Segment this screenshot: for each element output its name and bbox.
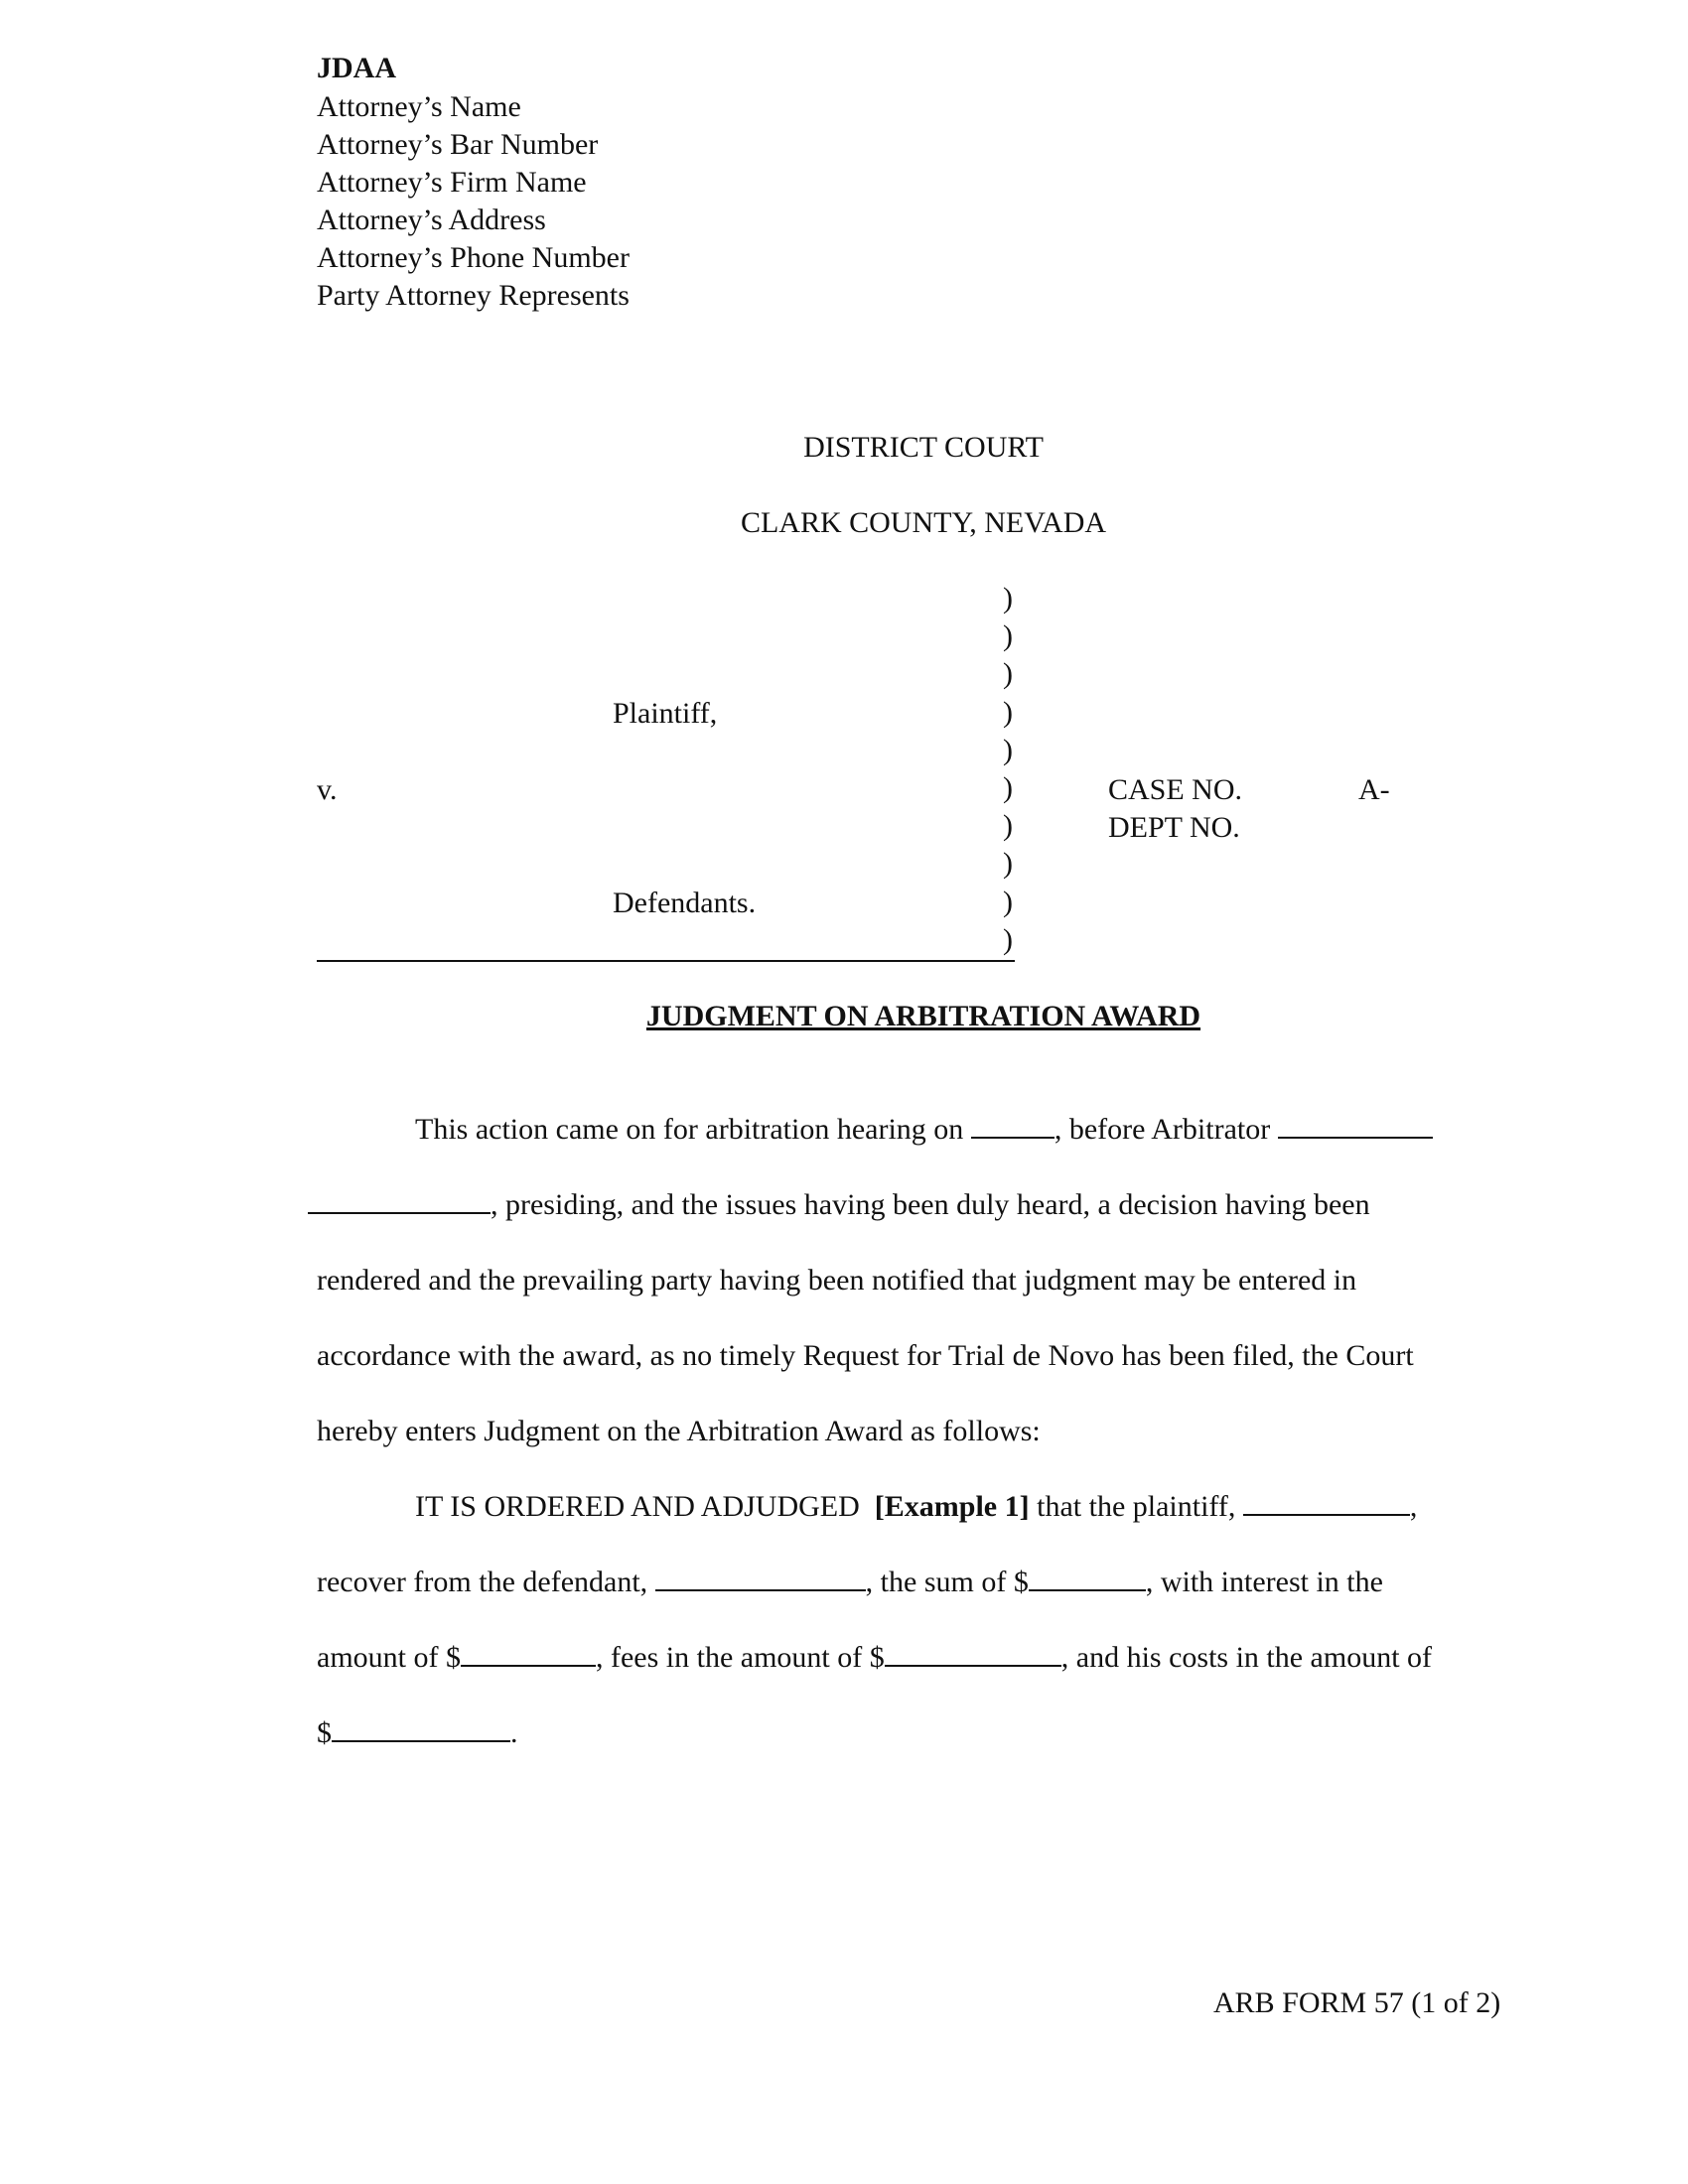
case-no-value: A- — [1358, 773, 1390, 806]
fees-amount-blank[interactable] — [885, 1639, 1061, 1667]
caption-paren-column — [1003, 580, 1013, 959]
court-county: CLARK COUNTY, NEVADA — [740, 506, 1107, 539]
body-text: This action came on for arbitration hearing on — [415, 1113, 964, 1146]
document-title: JUDGMENT ON ARBITRATION AWARD — [645, 1000, 1201, 1032]
attorney-name: Attorney’s Name — [317, 90, 521, 123]
versus: v. — [317, 773, 338, 806]
court-name: DISTRICT COURT — [803, 431, 1044, 464]
caption-paren: ) — [1003, 582, 1013, 614]
form-footer: ARB FORM 57 (1 of 2) — [1213, 1986, 1501, 2019]
body-text: , with interest in the — [1145, 1566, 1383, 1598]
costs-amount-blank[interactable] — [332, 1714, 510, 1742]
arbitrator-name-blank-continued[interactable] — [308, 1186, 491, 1214]
body-text: , presiding, and the issues having been duly heard, a decision having been — [491, 1188, 1370, 1221]
body-text: , before Arbitrator — [1054, 1113, 1271, 1146]
form-code: JDAA — [317, 52, 396, 84]
body-text: , the sum of $ — [865, 1566, 1029, 1598]
example-marker: [Example 1] — [874, 1490, 1030, 1523]
body-line-8 — [317, 1639, 1432, 1677]
body-line-3: rendered and the prevailing party having been notified that judgment may be entered in — [317, 1264, 1357, 1297]
body-text: recover from the defendant, — [317, 1566, 648, 1598]
caption-paren: ) — [1003, 771, 1013, 805]
body-text: , — [1409, 1490, 1418, 1523]
caption-paren: ) — [1003, 809, 1013, 843]
body-text: $ — [317, 1716, 332, 1749]
caption-rule — [317, 960, 1015, 962]
caption-paren: ) — [1003, 922, 1013, 956]
body-line-6 — [415, 1488, 1417, 1526]
party-attorney-represents: Party Attorney Represents — [317, 279, 630, 312]
body-line-1 — [415, 1111, 1433, 1149]
case-no-label: CASE NO. — [1108, 773, 1243, 806]
caption-paren: ) — [1003, 847, 1013, 881]
body-line-7 — [317, 1564, 1383, 1601]
hearing-date-blank[interactable] — [971, 1111, 1055, 1139]
attorney-address: Attorney’s Address — [317, 204, 546, 236]
body-text: , and his costs in the amount of — [1060, 1641, 1433, 1674]
body-text: . — [510, 1716, 518, 1749]
body-line-9 — [317, 1714, 518, 1752]
caption-paren: ) — [1003, 619, 1013, 653]
defendant-label: Defendants. — [613, 887, 757, 919]
body-text: amount of $ — [317, 1641, 461, 1674]
body-line-2 — [308, 1186, 1370, 1224]
caption-paren: ) — [1003, 695, 1013, 729]
caption-paren: ) — [1003, 885, 1013, 918]
attorney-bar-number: Attorney’s Bar Number — [317, 128, 599, 161]
arbitrator-name-blank[interactable] — [1278, 1111, 1433, 1139]
body-text: IT IS ORDERED AND ADJUDGED — [415, 1490, 860, 1523]
body-text: that the plaintiff, — [1037, 1490, 1236, 1523]
plaintiff-label: Plaintiff, — [613, 697, 718, 730]
sum-amount-blank[interactable] — [1029, 1564, 1146, 1591]
attorney-firm-name: Attorney’s Firm Name — [317, 166, 587, 199]
attorney-phone-number: Attorney’s Phone Number — [317, 241, 630, 274]
defendant-name-blank[interactable] — [655, 1564, 866, 1591]
dept-no-label: DEPT NO. — [1108, 811, 1240, 844]
caption-paren: ) — [1003, 657, 1013, 691]
interest-amount-blank[interactable] — [461, 1639, 596, 1667]
plaintiff-name-blank[interactable] — [1243, 1488, 1410, 1516]
body-text: , fees in the amount of $ — [595, 1641, 885, 1674]
body-line-5: hereby enters Judgment on the Arbitration Award as follows: — [317, 1415, 1041, 1447]
caption-paren: ) — [1003, 733, 1013, 766]
body-line-4: accordance with the award, as no timely Request for Trial de Novo has been filed, the Court — [317, 1339, 1414, 1372]
